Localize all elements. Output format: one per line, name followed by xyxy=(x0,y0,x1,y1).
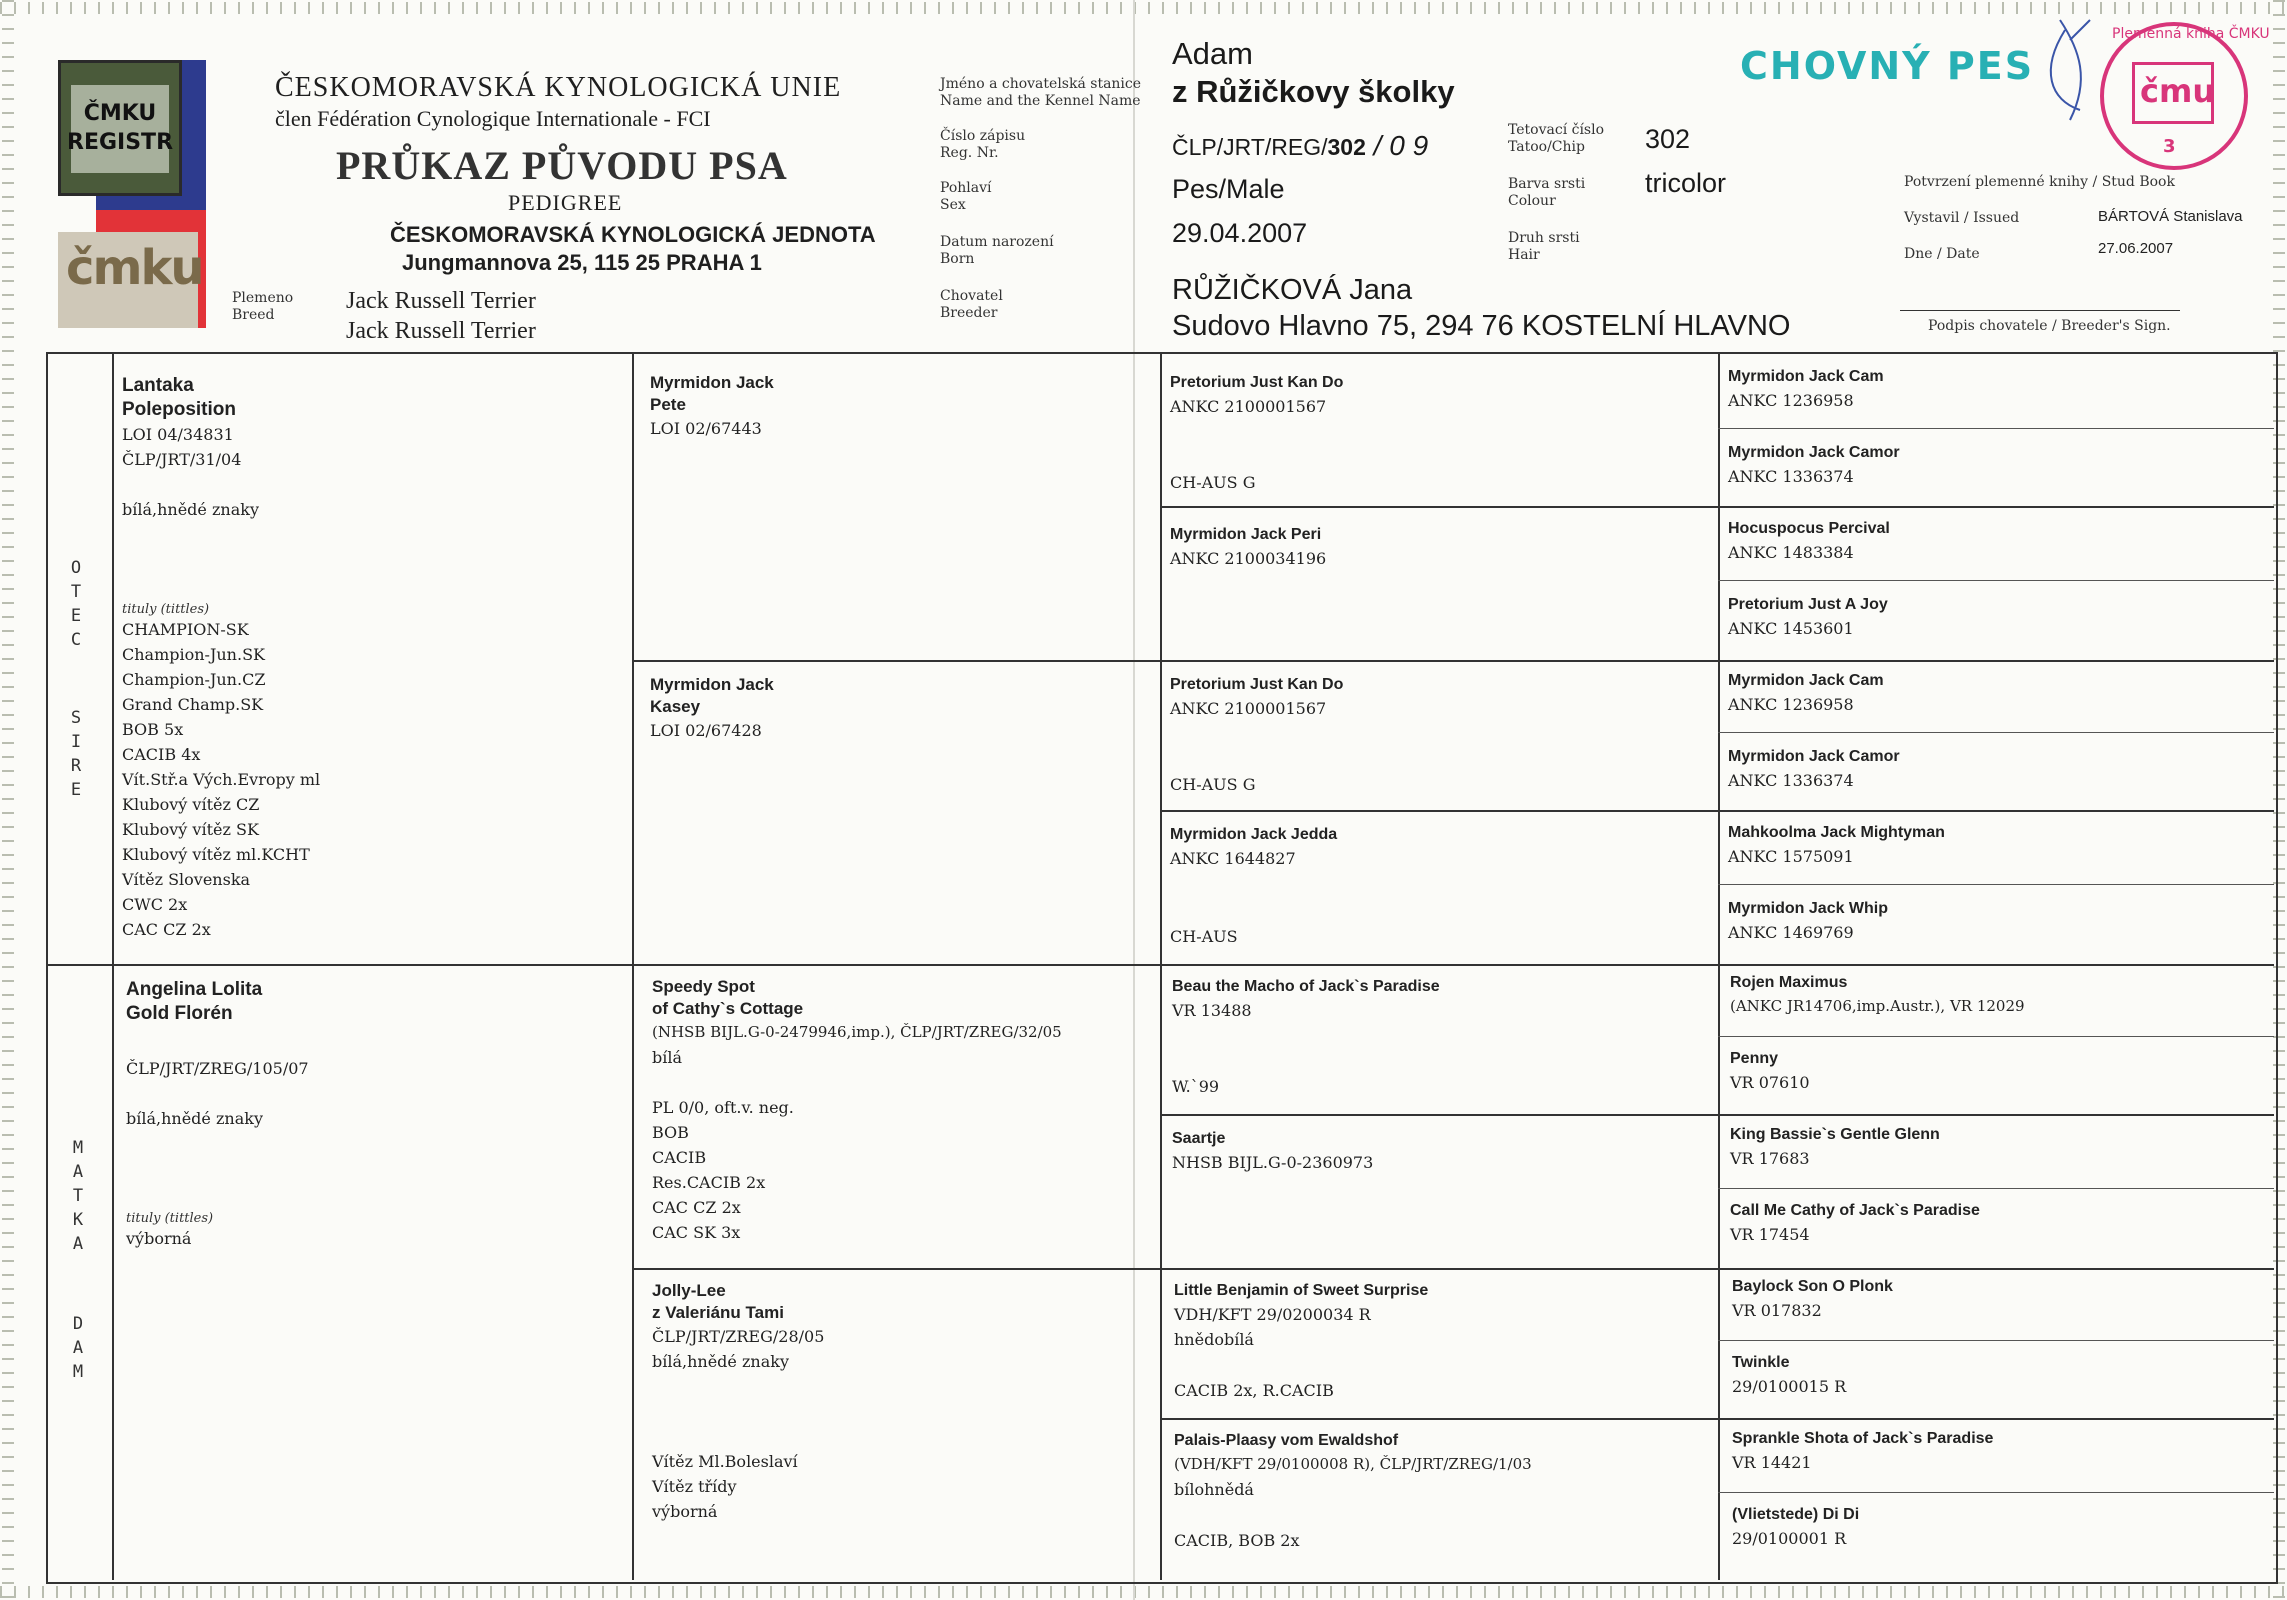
sire-title: Grand Champ.SK xyxy=(122,695,264,714)
hair-label-en: Hair xyxy=(1508,247,1540,263)
grid-line-h-g2b xyxy=(632,1268,2274,1270)
dog-born: 29.04.2007 xyxy=(1172,218,1308,248)
side-letter: I xyxy=(70,732,82,752)
side-letter: S xyxy=(70,708,82,728)
born-label xyxy=(940,234,1054,268)
grid-line-sire-dam xyxy=(46,964,2274,966)
breed-label-en: Breed xyxy=(232,307,275,323)
sire-title: Klubový vítěz SK xyxy=(122,820,259,839)
sire-name-2: Poleposition xyxy=(122,399,236,420)
sire-title: CAC CZ 2x xyxy=(122,920,211,939)
gen2-line: PL 0/0, oft.v. neg. xyxy=(652,1098,794,1117)
gen2-line: (NHSB BIJL.G-0-2479946,imp.), ČLP/JRT/ZREG/32/05 xyxy=(652,1023,1062,1041)
gen4-cell xyxy=(1730,972,2270,1019)
gen2-name-2: Kasey xyxy=(650,697,701,716)
gen4-reg: VR 17683 xyxy=(1730,1149,1810,1168)
gen2-line: Vítěz třídy xyxy=(652,1477,737,1496)
gen2-line: Vítěz Ml.Boleslaví xyxy=(652,1452,798,1471)
dam-reg: ČLP/JRT/ZREG/105/07 xyxy=(126,1059,309,1078)
sex-label xyxy=(940,180,992,214)
grid-line-h-g3d xyxy=(1160,1418,2274,1420)
gen4-cell xyxy=(1728,594,2268,641)
sire-colour: bílá,hnědé znaky xyxy=(122,500,259,519)
grid-line-h-g4g xyxy=(1718,1340,2274,1341)
side-letter: T xyxy=(72,1186,84,1206)
gen4-reg: ANKC 1236958 xyxy=(1728,391,1854,410)
gen2-line: CAC SK 3x xyxy=(652,1223,741,1242)
gen3-name: Myrmidon Jack Peri xyxy=(1170,526,1322,543)
gen2-name-2: of Cathy`s Cottage xyxy=(652,999,804,1018)
dog-colour: tricolor xyxy=(1645,168,1727,198)
gen3-reg: ANKC 2100001567 xyxy=(1170,699,1327,718)
sex-label-en: Sex xyxy=(940,197,966,213)
organization-address: Jungmannova 25, 115 25 PRAHA 1 xyxy=(402,250,762,275)
gen3-reg: ANKC 2100034196 xyxy=(1170,549,1327,568)
gen2-name-1: Jolly-Lee xyxy=(652,1281,726,1300)
gen3-cell xyxy=(1170,372,1710,500)
grid-line-h-g4b xyxy=(1718,580,2274,581)
colour-label-cz: Barva srsti xyxy=(1508,176,1586,192)
gen4-cell xyxy=(1728,366,2268,413)
gen4-reg: ANKC 1336374 xyxy=(1728,771,1854,790)
gen4-reg: VR 14421 xyxy=(1732,1453,1812,1472)
born-label-en: Born xyxy=(940,251,975,267)
gen3-reg: NHSB BIJL.G-0-2360973 xyxy=(1172,1153,1374,1172)
breed-label-cz: Plemeno xyxy=(232,290,294,306)
grid-line-h-g4f xyxy=(1718,1188,2274,1189)
gen3-title: CH-AUS G xyxy=(1170,473,1256,492)
breeder-label-cz: Chovatel xyxy=(940,288,1003,304)
gen3-cell xyxy=(1174,1280,1714,1408)
born-label-cz: Datum narození xyxy=(940,234,1054,250)
gen2-line: LOI 02/67443 xyxy=(650,419,762,438)
gen2-line: CACIB xyxy=(652,1148,707,1167)
breeding-dog-stamp: CHOVNÝ PES xyxy=(1740,44,2035,88)
gen2-line xyxy=(652,1399,1152,1424)
dam-name-2: Gold Florén xyxy=(126,1003,233,1024)
gen4-name: Twinkle xyxy=(1732,1354,1790,1371)
breed-value-1: Jack Russell Terrier xyxy=(346,288,536,314)
tatoo-label-en: Tatoo/Chip xyxy=(1508,139,1585,155)
sire-title: BOB 5x xyxy=(122,720,184,739)
reg-label-cz: Číslo zápisu xyxy=(940,128,1026,144)
breeder-label-en: Breeder xyxy=(940,305,998,321)
side-letter: E xyxy=(70,606,82,626)
gen2-cell xyxy=(652,1280,1152,1524)
grid-line-h-g4c xyxy=(1718,732,2274,733)
gen4-name: King Bassie`s Gentle Glenn xyxy=(1730,1126,1940,1143)
name-label-cz: Jméno a chovatelská stanice xyxy=(940,76,1142,92)
gen2-name-2: z Valeriánu Tami xyxy=(652,1303,784,1322)
gen4-name: Hocuspocus Percival xyxy=(1728,520,1890,537)
gen2-line xyxy=(652,1374,1152,1399)
gen4-name: Myrmidon Jack Camor xyxy=(1728,748,1900,765)
gen4-reg: ANKC 1236958 xyxy=(1728,695,1854,714)
gen3-name: Saartje xyxy=(1172,1130,1226,1147)
gen4-reg: VR 17454 xyxy=(1730,1225,1810,1244)
name-label-en: Name and the Kennel Name xyxy=(940,93,1141,109)
gen3-cell xyxy=(1172,1128,1712,1256)
gen4-reg: (ANKC JR14706,imp.Austr.), VR 12029 xyxy=(1730,997,2025,1015)
hair-label xyxy=(1508,230,1580,264)
gen3-name: Little Benjamin of Sweet Surprise xyxy=(1174,1282,1429,1299)
dam-name-1: Angelina Lolita xyxy=(126,979,263,1000)
gen3-reg: ANKC 2100001567 xyxy=(1170,397,1327,416)
sire-reg-2: ČLP/JRT/31/04 xyxy=(122,450,242,469)
gen4-reg: VR 017832 xyxy=(1732,1301,1822,1320)
sire-title: Vít.Stř.a Vých.Evropy ml xyxy=(122,770,321,789)
gen3-reg: VR 13488 xyxy=(1172,1001,1252,1020)
sire-title: CACIB 4x xyxy=(122,745,201,764)
date-label: Dne / Date xyxy=(1904,246,1980,262)
gen2-line: ČLP/JRT/ZREG/28/05 xyxy=(652,1327,825,1346)
gen2-name-1: Myrmidon Jack xyxy=(650,675,774,694)
breeder-label xyxy=(940,288,1003,322)
gen4-name: Myrmidon Jack Whip xyxy=(1728,900,1889,917)
gen4-name: Sprankle Shota of Jack`s Paradise xyxy=(1732,1430,1994,1447)
gen2-line xyxy=(652,1070,1152,1095)
side-letter: M xyxy=(72,1138,84,1158)
gen4-reg: VR 07610 xyxy=(1730,1073,1810,1092)
gen4-name: Baylock Son O Plonk xyxy=(1732,1278,1893,1295)
gen3-reg: (VDH/KFT 29/0100008 R), ČLP/JRT/ZREG/1/03 xyxy=(1174,1455,1532,1473)
gen4-cell xyxy=(1728,518,2268,565)
fci-member: člen Fédération Cynologique Internationale - FCI xyxy=(275,106,711,131)
side-letter: D xyxy=(72,1314,84,1334)
gen3-name: Palais-Plaasy vom Ewaldshof xyxy=(1174,1432,1399,1449)
grid-line-h-g4h xyxy=(1718,1492,2274,1493)
dam-title: výborná xyxy=(126,1229,192,1248)
union-title: ČESKOMORAVSKÁ KYNOLOGICKÁ UNIE xyxy=(275,72,842,103)
gen3-cell xyxy=(1170,824,1710,952)
grid-line-h-g3a xyxy=(1160,506,2274,508)
name-label xyxy=(940,76,1141,110)
grid-line-h-g4d xyxy=(1718,884,2274,885)
signature-line xyxy=(1900,310,2180,311)
studbook-stamp-text: Plemenná kniha ČMKU xyxy=(2112,26,2270,42)
grid-line-h-g4a xyxy=(1718,428,2274,429)
dam-titles-label: tituly (tittles) xyxy=(126,1211,214,1226)
gen4-reg: ANKC 1483384 xyxy=(1728,543,1854,562)
gen4-name: Myrmidon Jack Cam xyxy=(1728,672,1884,689)
gen4-cell xyxy=(1732,1276,2272,1323)
gen3-cell xyxy=(1172,976,1712,1104)
cmku-logo xyxy=(58,232,203,328)
grid-line-h-g3c xyxy=(1160,1114,2274,1116)
gen2-cell xyxy=(652,976,1152,1245)
dog-reg-suffix: / 0 9 xyxy=(1365,130,1429,161)
gen3-title: CACIB, BOB 2x xyxy=(1174,1531,1300,1550)
side-letter: T xyxy=(70,582,82,602)
grid-line-h-g2a xyxy=(632,660,2274,662)
gen4-name: Penny xyxy=(1730,1050,1779,1067)
issued-label: Vystavil / Issued xyxy=(1904,210,2020,226)
hair-label-cz: Druh srsti xyxy=(1508,230,1580,246)
sex-label-cz: Pohlaví xyxy=(940,180,992,196)
gen3-extra: hnědobílá xyxy=(1174,1330,1254,1349)
side-letter: M xyxy=(72,1362,84,1382)
dog-sex: Pes/Male xyxy=(1172,174,1285,204)
gen4-reg: ANKC 1469769 xyxy=(1728,923,1854,942)
gen4-reg: 29/0100015 R xyxy=(1732,1377,1847,1396)
reg-label-en: Reg. Nr. xyxy=(940,145,999,161)
gen3-name: Pretorium Just Kan Do xyxy=(1170,676,1344,693)
decorative-border-bottom xyxy=(0,1586,2287,1598)
gen2-name-2: Pete xyxy=(650,395,686,414)
tatoo-label xyxy=(1508,122,1604,156)
side-letter: A xyxy=(72,1162,84,1182)
gen4-reg: 29/0100001 R xyxy=(1732,1529,1847,1548)
gen4-cell xyxy=(1732,1352,2272,1399)
side-letter: K xyxy=(72,1210,84,1230)
gen4-name: Call Me Cathy of Jack`s Paradise xyxy=(1730,1202,1980,1219)
sire-titles-label: tituly (tittles) xyxy=(122,602,210,617)
organization: ČESKOMORAVSKÁ KYNOLOGICKÁ JEDNOTA xyxy=(390,222,876,247)
studbook-stamp-number: 3 xyxy=(2163,136,2176,157)
gen4-name: Myrmidon Jack Camor xyxy=(1728,444,1900,461)
gen3-name: Pretorium Just Kan Do xyxy=(1170,374,1344,391)
sire-title: Champion-Jun.CZ xyxy=(122,670,266,689)
cmku-logo-text: čmku xyxy=(66,240,203,296)
breeder-address: Sudovo Hlavno 75, 294 76 KOSTELNÍ HLAVNO xyxy=(1172,310,1791,342)
gen2-line: výborná xyxy=(652,1502,718,1521)
sire-title: Klubový vítěz CZ xyxy=(122,795,260,814)
gen4-cell xyxy=(1730,1048,2270,1095)
sire-reg-1: LOI 04/34831 xyxy=(122,425,234,444)
gen3-title: CH-AUS xyxy=(1170,927,1238,946)
dam-colour: bílá,hnědé znaky xyxy=(126,1109,263,1128)
gen3-name: Beau the Macho of Jack`s Paradise xyxy=(1172,978,1440,995)
side-letter: O xyxy=(70,558,82,578)
side-letter: C xyxy=(70,630,82,650)
side-label-sire xyxy=(66,706,86,802)
document-title: PRŮKAZ PŮVODU PSA xyxy=(336,143,788,188)
gen4-cell xyxy=(1732,1504,2272,1551)
sire-name-1: Lantaka xyxy=(122,375,194,396)
gen4-reg: ANKC 1336374 xyxy=(1728,467,1854,486)
registr-logo-bottom: REGISTR xyxy=(67,130,174,155)
grid-line-v2 xyxy=(632,352,634,1580)
gen4-name: Myrmidon Jack Cam xyxy=(1728,368,1884,385)
gen2-cell xyxy=(650,674,1120,743)
sire-title: CWC 2x xyxy=(122,895,188,914)
gen4-cell xyxy=(1728,442,2268,489)
gen3-title: CH-AUS G xyxy=(1170,775,1256,794)
gen4-cell xyxy=(1728,898,2268,945)
gen4-reg: ANKC 1575091 xyxy=(1728,847,1854,866)
dog-tatoo: 302 xyxy=(1645,124,1691,154)
colour-label-en: Colour xyxy=(1508,193,1556,209)
gen2-name-1: Speedy Spot xyxy=(652,977,755,996)
gen3-cell xyxy=(1170,674,1710,802)
side-letter: A xyxy=(72,1338,84,1358)
gen2-line: Res.CACIB 2x xyxy=(652,1173,766,1192)
gen3-cell xyxy=(1174,1430,1714,1558)
gen4-name: Rojen Maximus xyxy=(1730,974,1848,991)
gen3-title: CACIB 2x, R.CACIB xyxy=(1174,1381,1334,1400)
decorative-border-top xyxy=(0,2,2287,14)
side-label-otec xyxy=(66,556,86,652)
tatoo-label-cz: Tetovací číslo xyxy=(1508,122,1605,138)
gen2-line: LOI 02/67428 xyxy=(650,721,762,740)
dam-cell xyxy=(126,978,626,1251)
gen4-cell xyxy=(1728,670,2268,717)
side-letter: A xyxy=(72,1234,84,1254)
breeder-name: RŮŽIČKOVÁ Jana xyxy=(1172,274,1413,306)
gen3-name: Myrmidon Jack Jedda xyxy=(1170,826,1338,843)
gen2-cell xyxy=(650,372,1120,441)
gen2-name-1: Myrmidon Jack xyxy=(650,373,774,392)
decorative-border-left xyxy=(2,0,14,1600)
studbook-stamp-logo: čmu xyxy=(2140,72,2216,110)
colour-label xyxy=(1508,176,1585,210)
grid-line-v3 xyxy=(1160,352,1162,1580)
gen4-cell xyxy=(1732,1428,2272,1475)
gen4-name: (Vlietstede) Di Di xyxy=(1732,1506,1860,1523)
gen4-name: Mahkoolma Jack Mightyman xyxy=(1728,824,1945,841)
side-letter: R xyxy=(70,756,82,776)
grid-line-v1 xyxy=(112,352,114,1580)
dog-kennel: z Růžičkovy školky xyxy=(1172,74,1455,109)
side-letter: E xyxy=(70,780,82,800)
grid-line-v4 xyxy=(1718,352,1720,1580)
sire-title: CHAMPION-SK xyxy=(122,620,249,639)
side-label-matka xyxy=(68,1136,88,1256)
gen3-extra: bílohnědá xyxy=(1174,1480,1254,1499)
dog-name: Adam xyxy=(1172,36,1253,71)
gen4-cell xyxy=(1728,746,2268,793)
gen2-line: bílá xyxy=(652,1048,683,1067)
studbook-label: Potvrzení plemenné knihy / Stud Book xyxy=(1904,174,2175,190)
reg-label xyxy=(940,128,1025,162)
breed-label xyxy=(232,290,293,324)
dog-reg-num: 302 xyxy=(1327,134,1366,160)
gen4-cell xyxy=(1730,1124,2270,1171)
issued-date: 27.06.2007 xyxy=(2098,240,2174,257)
sire-cell xyxy=(122,374,622,942)
sire-title: Klubový vítěz ml.KCHT xyxy=(122,845,310,864)
gen2-line: BOB xyxy=(652,1123,689,1142)
registr-logo xyxy=(58,60,182,196)
breed-value-2: Jack Russell Terrier xyxy=(346,318,536,344)
gen2-line: bílá,hnědé znaky xyxy=(652,1352,789,1371)
gen4-name: Pretorium Just A Joy xyxy=(1728,596,1888,613)
gen3-title: W.`99 xyxy=(1172,1077,1220,1096)
document-subtitle: PEDIGREE xyxy=(508,190,623,215)
grid-line-h-g3b xyxy=(1160,810,2274,812)
issued-by: BÁRTOVÁ Stanislava xyxy=(2098,208,2243,225)
gen4-reg: ANKC 1453601 xyxy=(1728,619,1854,638)
sire-title: Champion-Jun.SK xyxy=(122,645,265,664)
registr-logo-top: ČMKU xyxy=(83,101,157,127)
dog-reg xyxy=(1172,130,1428,162)
gen2-line: CAC CZ 2x xyxy=(652,1198,741,1217)
gen3-reg: VDH/KFT 29/0200034 R xyxy=(1174,1305,1371,1324)
gen4-cell xyxy=(1728,822,2268,869)
gen3-reg: ANKC 1644827 xyxy=(1170,849,1296,868)
dog-reg-prefix: ČLP/JRT/REG/ xyxy=(1172,134,1328,160)
side-label-dam xyxy=(68,1312,88,1384)
signature-scribble xyxy=(2010,10,2130,130)
grid-line-h-g4e xyxy=(1718,1036,2274,1037)
gen4-cell xyxy=(1730,1200,2270,1247)
gen3-cell xyxy=(1170,524,1710,652)
breeder-sign-label: Podpis chovatele / Breeder's Sign. xyxy=(1928,318,2171,334)
sire-title: Vítěz Slovenska xyxy=(122,870,251,889)
gen2-line xyxy=(652,1424,1152,1449)
